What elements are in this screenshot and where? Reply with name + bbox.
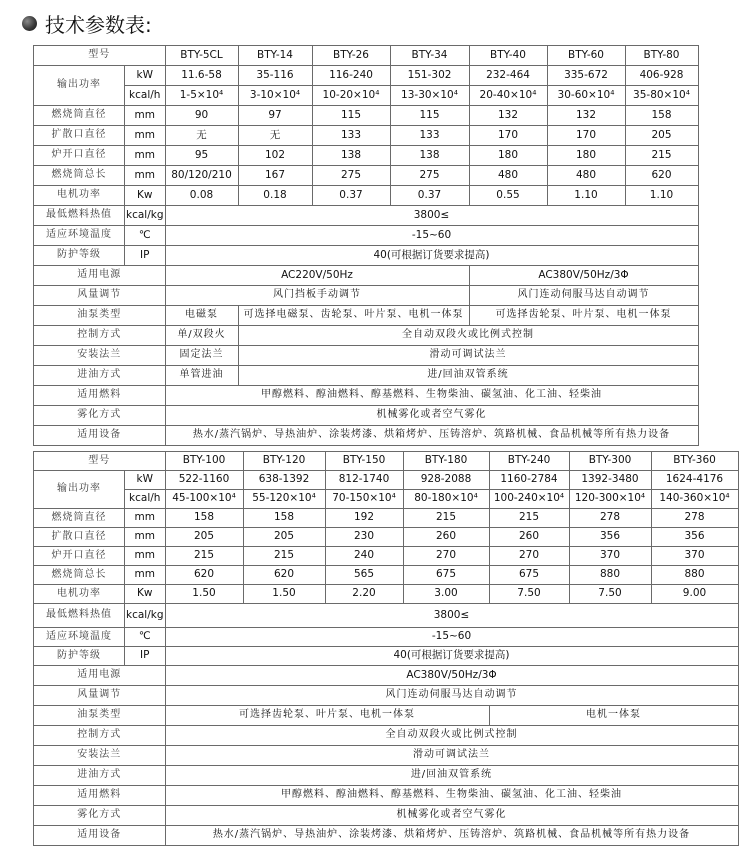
value-cell: 170 bbox=[547, 126, 625, 146]
row-label: 最低燃料热值 bbox=[34, 604, 125, 628]
power-row bbox=[34, 666, 739, 686]
value-cell: 120-300×10⁴ bbox=[569, 490, 651, 509]
unit-cell: mm bbox=[125, 126, 166, 146]
row-label: 适用设备 bbox=[34, 426, 166, 446]
row-label: 油泵类型 bbox=[34, 706, 166, 726]
row-label: 风量调节 bbox=[34, 686, 166, 706]
model-cell: BTY-40 bbox=[469, 46, 547, 66]
value-cell: 0.37 bbox=[390, 186, 469, 206]
output-label: 输出功率 bbox=[34, 66, 125, 106]
value-cell: 机械雾化或者空气雾化 bbox=[165, 806, 738, 826]
row-label: 适应环境温度 bbox=[34, 226, 125, 246]
value-cell: 电磁泵 bbox=[165, 306, 238, 326]
value-cell: 180 bbox=[469, 146, 547, 166]
value-cell: 205 bbox=[625, 126, 698, 146]
value-cell: 滑动可调试法兰 bbox=[238, 346, 698, 366]
spec-row bbox=[34, 547, 739, 566]
value-cell: 95 bbox=[165, 146, 238, 166]
value-cell: 620 bbox=[625, 166, 698, 186]
value-cell: 638-1392 bbox=[243, 471, 325, 490]
value-cell: 9.00 bbox=[651, 585, 738, 604]
value-cell: 480 bbox=[547, 166, 625, 186]
row-label: 雾化方式 bbox=[34, 406, 166, 426]
value-cell: 356 bbox=[569, 528, 651, 547]
unit-cell: kW bbox=[125, 66, 166, 86]
value-cell: 100-240×10⁴ bbox=[489, 490, 569, 509]
control-row bbox=[34, 726, 739, 746]
unit-cell: Kw bbox=[125, 585, 166, 604]
value-cell: 机械雾化或者空气雾化 bbox=[165, 406, 698, 426]
value-cell: 115 bbox=[312, 106, 390, 126]
model-cell: BTY-14 bbox=[238, 46, 312, 66]
value-cell: 115 bbox=[390, 106, 469, 126]
output-kw-row bbox=[34, 66, 699, 86]
row-label: 油泵类型 bbox=[34, 306, 166, 326]
row-label: 电机功率 bbox=[34, 585, 125, 604]
value-cell: 812-1740 bbox=[325, 471, 403, 490]
unit-cell: IP bbox=[125, 647, 166, 666]
model-cell: BTY-26 bbox=[312, 46, 390, 66]
value-cell: 1.50 bbox=[165, 585, 243, 604]
value-cell: 260 bbox=[489, 528, 569, 547]
row-label: 进油方式 bbox=[34, 366, 166, 386]
value-cell: 205 bbox=[243, 528, 325, 547]
value-cell: 133 bbox=[312, 126, 390, 146]
value-cell: 565 bbox=[325, 566, 403, 585]
value-cell: 270 bbox=[489, 547, 569, 566]
equipment-row bbox=[34, 826, 739, 846]
unit-cell: kcal/kg bbox=[125, 604, 166, 628]
value-cell: 3800≤ bbox=[165, 604, 738, 628]
value-cell: 215 bbox=[625, 146, 698, 166]
value-cell: 可选择齿轮泵、叶片泵、电机一体泵 bbox=[165, 706, 489, 726]
value-cell: 133 bbox=[390, 126, 469, 146]
value-cell: 1.50 bbox=[243, 585, 325, 604]
unit-cell: mm bbox=[125, 566, 166, 585]
model-cell: BTY-5CL bbox=[165, 46, 238, 66]
value-cell: 0.08 bbox=[165, 186, 238, 206]
row-label: 雾化方式 bbox=[34, 806, 166, 826]
row-label: 控制方式 bbox=[34, 726, 166, 746]
value-cell: 138 bbox=[390, 146, 469, 166]
value-cell: 370 bbox=[651, 547, 738, 566]
model-cell: BTY-150 bbox=[325, 452, 403, 471]
value-cell: 0.37 bbox=[312, 186, 390, 206]
model-label: 型号 bbox=[34, 46, 166, 66]
value-cell: AC380V/50Hz/3Φ bbox=[469, 266, 698, 286]
model-cell: BTY-100 bbox=[165, 452, 243, 471]
row-label: 最低燃料热值 bbox=[34, 206, 125, 226]
value-cell: 158 bbox=[625, 106, 698, 126]
value-cell: 3.00 bbox=[403, 585, 489, 604]
row-label: 燃烧筒直径 bbox=[34, 106, 125, 126]
value-cell: 240 bbox=[325, 547, 403, 566]
spec-row bbox=[34, 126, 699, 146]
unit-cell: ℃ bbox=[125, 628, 166, 647]
value-cell: 480 bbox=[469, 166, 547, 186]
value-cell: 270 bbox=[403, 547, 489, 566]
model-label: 型号 bbox=[34, 452, 166, 471]
value-cell: 230 bbox=[325, 528, 403, 547]
value-cell: 2.20 bbox=[325, 585, 403, 604]
value-cell: AC220V/50Hz bbox=[165, 266, 469, 286]
air-row bbox=[34, 286, 699, 306]
value-cell: 7.50 bbox=[489, 585, 569, 604]
value-cell: 0.18 bbox=[238, 186, 312, 206]
value-cell: 1.10 bbox=[625, 186, 698, 206]
spec-row bbox=[34, 166, 699, 186]
output-label: 输出功率 bbox=[34, 471, 125, 509]
value-cell: 30-60×10⁴ bbox=[547, 86, 625, 106]
spec-row bbox=[34, 186, 699, 206]
value-cell: -15~60 bbox=[165, 226, 698, 246]
unit-cell: mm bbox=[125, 146, 166, 166]
value-cell: -15~60 bbox=[165, 628, 738, 647]
value-cell: 192 bbox=[325, 509, 403, 528]
value-cell: 278 bbox=[569, 509, 651, 528]
value-cell: 675 bbox=[489, 566, 569, 585]
value-cell: 151-302 bbox=[390, 66, 469, 86]
value-cell: 1160-2784 bbox=[489, 471, 569, 490]
value-cell: 215 bbox=[243, 547, 325, 566]
pump-row bbox=[34, 306, 699, 326]
value-cell: 335-672 bbox=[547, 66, 625, 86]
heat-row bbox=[34, 604, 739, 628]
value-cell: 880 bbox=[651, 566, 738, 585]
value-cell: 单/双段火 bbox=[165, 326, 238, 346]
output-kcal-row bbox=[34, 490, 739, 509]
value-cell: 132 bbox=[469, 106, 547, 126]
unit-cell: kcal/h bbox=[125, 86, 166, 106]
value-cell: 全自动双段火或比例式控制 bbox=[238, 326, 698, 346]
value-cell: 55-120×10⁴ bbox=[243, 490, 325, 509]
value-cell: 11.6-58 bbox=[165, 66, 238, 86]
model-cell: BTY-180 bbox=[403, 452, 489, 471]
power-row bbox=[34, 266, 699, 286]
value-cell: 620 bbox=[165, 566, 243, 585]
unit-cell: mm bbox=[125, 547, 166, 566]
row-label: 适用设备 bbox=[34, 826, 166, 846]
spec-row bbox=[34, 106, 699, 126]
value-cell: 260 bbox=[403, 528, 489, 547]
value-cell: 可选择齿轮泵、叶片泵、电机一体泵 bbox=[469, 306, 698, 326]
value-cell: 风门连动伺服马达自动调节 bbox=[165, 686, 738, 706]
value-cell: 356 bbox=[651, 528, 738, 547]
unit-cell: mm bbox=[125, 509, 166, 528]
spec-table-2 bbox=[33, 451, 739, 846]
value-cell: 固定法兰 bbox=[165, 346, 238, 366]
value-cell: 205 bbox=[165, 528, 243, 547]
air-row bbox=[34, 686, 739, 706]
value-cell: 电机一体泵 bbox=[489, 706, 738, 726]
row-label: 安装法兰 bbox=[34, 346, 166, 366]
unit-cell: mm bbox=[125, 166, 166, 186]
value-cell: 35-80×10⁴ bbox=[625, 86, 698, 106]
value-cell: 275 bbox=[390, 166, 469, 186]
value-cell: 215 bbox=[165, 547, 243, 566]
value-cell: 1624-4176 bbox=[651, 471, 738, 490]
value-cell: 0.55 bbox=[469, 186, 547, 206]
spec-row bbox=[34, 528, 739, 547]
spec-row bbox=[34, 146, 699, 166]
value-cell: 无 bbox=[165, 126, 238, 146]
row-label: 适用燃料 bbox=[34, 386, 166, 406]
value-cell: 1-5×10⁴ bbox=[165, 86, 238, 106]
value-cell: 7.50 bbox=[569, 585, 651, 604]
value-cell: 102 bbox=[238, 146, 312, 166]
unit-cell: kW bbox=[125, 471, 166, 490]
value-cell: 单管进油 bbox=[165, 366, 238, 386]
flange-row bbox=[34, 346, 699, 366]
row-label: 适用燃料 bbox=[34, 786, 166, 806]
pump-row bbox=[34, 706, 739, 726]
unit-cell: ℃ bbox=[125, 226, 166, 246]
oil-row bbox=[34, 366, 699, 386]
row-label: 风量调节 bbox=[34, 286, 166, 306]
page-heading bbox=[22, 8, 152, 38]
value-cell: 45-100×10⁴ bbox=[165, 490, 243, 509]
value-cell: 167 bbox=[238, 166, 312, 186]
row-label: 控制方式 bbox=[34, 326, 166, 346]
value-cell: 140-360×10⁴ bbox=[651, 490, 738, 509]
output-kcal-row bbox=[34, 86, 699, 106]
row-label: 炉开口直径 bbox=[34, 146, 125, 166]
value-cell: 170 bbox=[469, 126, 547, 146]
value-cell: 40(可根据订货要求提高) bbox=[165, 647, 738, 666]
value-cell: 1392-3480 bbox=[569, 471, 651, 490]
value-cell: 40(可根据订货要求提高) bbox=[165, 246, 698, 266]
value-cell: 3-10×10⁴ bbox=[238, 86, 312, 106]
value-cell: 进/回油双管系统 bbox=[165, 766, 738, 786]
unit-cell: kcal/h bbox=[125, 490, 166, 509]
row-label: 进油方式 bbox=[34, 766, 166, 786]
model-cell: BTY-360 bbox=[651, 452, 738, 471]
temp-row bbox=[34, 628, 739, 647]
value-cell: 116-240 bbox=[312, 66, 390, 86]
value-cell: 70-150×10⁴ bbox=[325, 490, 403, 509]
unit-cell: mm bbox=[125, 106, 166, 126]
atomization-row bbox=[34, 406, 699, 426]
value-cell: 全自动双段火或比例式控制 bbox=[165, 726, 738, 746]
value-cell: 620 bbox=[243, 566, 325, 585]
value-cell: 无 bbox=[238, 126, 312, 146]
value-cell: 滑动可调试法兰 bbox=[165, 746, 738, 766]
value-cell: 80-180×10⁴ bbox=[403, 490, 489, 509]
value-cell: 880 bbox=[569, 566, 651, 585]
value-cell: 可选择电磁泵、齿轮泵、叶片泵、电机一体泵 bbox=[238, 306, 469, 326]
flange-row bbox=[34, 746, 739, 766]
value-cell: 406-928 bbox=[625, 66, 698, 86]
ip-row bbox=[34, 246, 699, 266]
ip-row bbox=[34, 647, 739, 666]
value-cell: 158 bbox=[243, 509, 325, 528]
value-cell: 进/回油双管系统 bbox=[238, 366, 698, 386]
model-row bbox=[34, 452, 739, 471]
model-cell: BTY-60 bbox=[547, 46, 625, 66]
model-cell: BTY-34 bbox=[390, 46, 469, 66]
atomization-row bbox=[34, 806, 739, 826]
fuel-row bbox=[34, 786, 739, 806]
row-label: 炉开口直径 bbox=[34, 547, 125, 566]
value-cell: 1.10 bbox=[547, 186, 625, 206]
unit-cell: IP bbox=[125, 246, 166, 266]
row-label: 适用电源 bbox=[34, 266, 166, 286]
spec-table-1 bbox=[33, 45, 699, 446]
row-label: 扩散口直径 bbox=[34, 528, 125, 547]
value-cell: 180 bbox=[547, 146, 625, 166]
value-cell: 232-464 bbox=[469, 66, 547, 86]
value-cell: 13-30×10⁴ bbox=[390, 86, 469, 106]
control-row bbox=[34, 326, 699, 346]
row-label: 燃烧筒直径 bbox=[34, 509, 125, 528]
spec-row bbox=[34, 585, 739, 604]
value-cell: 132 bbox=[547, 106, 625, 126]
model-cell: BTY-240 bbox=[489, 452, 569, 471]
heat-row bbox=[34, 206, 699, 226]
value-cell: 20-40×10⁴ bbox=[469, 86, 547, 106]
equipment-row bbox=[34, 426, 699, 446]
value-cell: 90 bbox=[165, 106, 238, 126]
row-label: 燃烧筒总长 bbox=[34, 166, 125, 186]
fuel-row bbox=[34, 386, 699, 406]
value-cell: 275 bbox=[312, 166, 390, 186]
spec-row bbox=[34, 509, 739, 528]
row-label: 电机功率 bbox=[34, 186, 125, 206]
spec-row bbox=[34, 566, 739, 585]
value-cell: 928-2088 bbox=[403, 471, 489, 490]
value-cell: 10-20×10⁴ bbox=[312, 86, 390, 106]
unit-cell: mm bbox=[125, 528, 166, 547]
value-cell: 风门挡板手动调节 bbox=[165, 286, 469, 306]
value-cell: 甲醇燃料、醇油燃料、醇基燃料、生物柴油、碳氢油、化工油、轻柴油 bbox=[165, 786, 738, 806]
value-cell: 215 bbox=[489, 509, 569, 528]
row-label: 燃烧筒总长 bbox=[34, 566, 125, 585]
value-cell: 热水/蒸汽锅炉、导热油炉、涂装烤漆、烘箱烤炉、压铸溶炉、筑路机械、食品机械等所有热力设备 bbox=[165, 826, 738, 846]
value-cell: 215 bbox=[403, 509, 489, 528]
output-kw-row bbox=[34, 471, 739, 490]
row-label: 适用电源 bbox=[34, 666, 166, 686]
model-cell: BTY-80 bbox=[625, 46, 698, 66]
value-cell: 138 bbox=[312, 146, 390, 166]
value-cell: 35-116 bbox=[238, 66, 312, 86]
value-cell: 80/120/210 bbox=[165, 166, 238, 186]
unit-cell: Kw bbox=[125, 186, 166, 206]
value-cell: 甲醇燃料、醇油燃料、醇基燃料、生物柴油、碳氢油、化工油、轻柴油 bbox=[165, 386, 698, 406]
value-cell: 3800≤ bbox=[165, 206, 698, 226]
value-cell: 278 bbox=[651, 509, 738, 528]
row-label: 安装法兰 bbox=[34, 746, 166, 766]
model-cell: BTY-120 bbox=[243, 452, 325, 471]
bullet-icon bbox=[22, 16, 37, 31]
row-label: 防护等级 bbox=[34, 246, 125, 266]
value-cell: 97 bbox=[238, 106, 312, 126]
value-cell: 158 bbox=[165, 509, 243, 528]
row-label: 适应环境温度 bbox=[34, 628, 125, 647]
value-cell: 370 bbox=[569, 547, 651, 566]
heading-text: 技术参数表: bbox=[45, 12, 152, 37]
model-row bbox=[34, 46, 699, 66]
model-cell: BTY-300 bbox=[569, 452, 651, 471]
oil-row bbox=[34, 766, 739, 786]
row-label: 扩散口直径 bbox=[34, 126, 125, 146]
value-cell: 热水/蒸汽锅炉、导热油炉、涂装烤漆、烘箱烤炉、压铸溶炉、筑路机械、食品机械等所有热力设备 bbox=[165, 426, 698, 446]
value-cell: 522-1160 bbox=[165, 471, 243, 490]
value-cell: 风门连动伺服马达自动调节 bbox=[469, 286, 698, 306]
value-cell: AC380V/50Hz/3Φ bbox=[165, 666, 738, 686]
value-cell: 675 bbox=[403, 566, 489, 585]
unit-cell: kcal/kg bbox=[125, 206, 166, 226]
row-label: 防护等级 bbox=[34, 647, 125, 666]
temp-row bbox=[34, 226, 699, 246]
